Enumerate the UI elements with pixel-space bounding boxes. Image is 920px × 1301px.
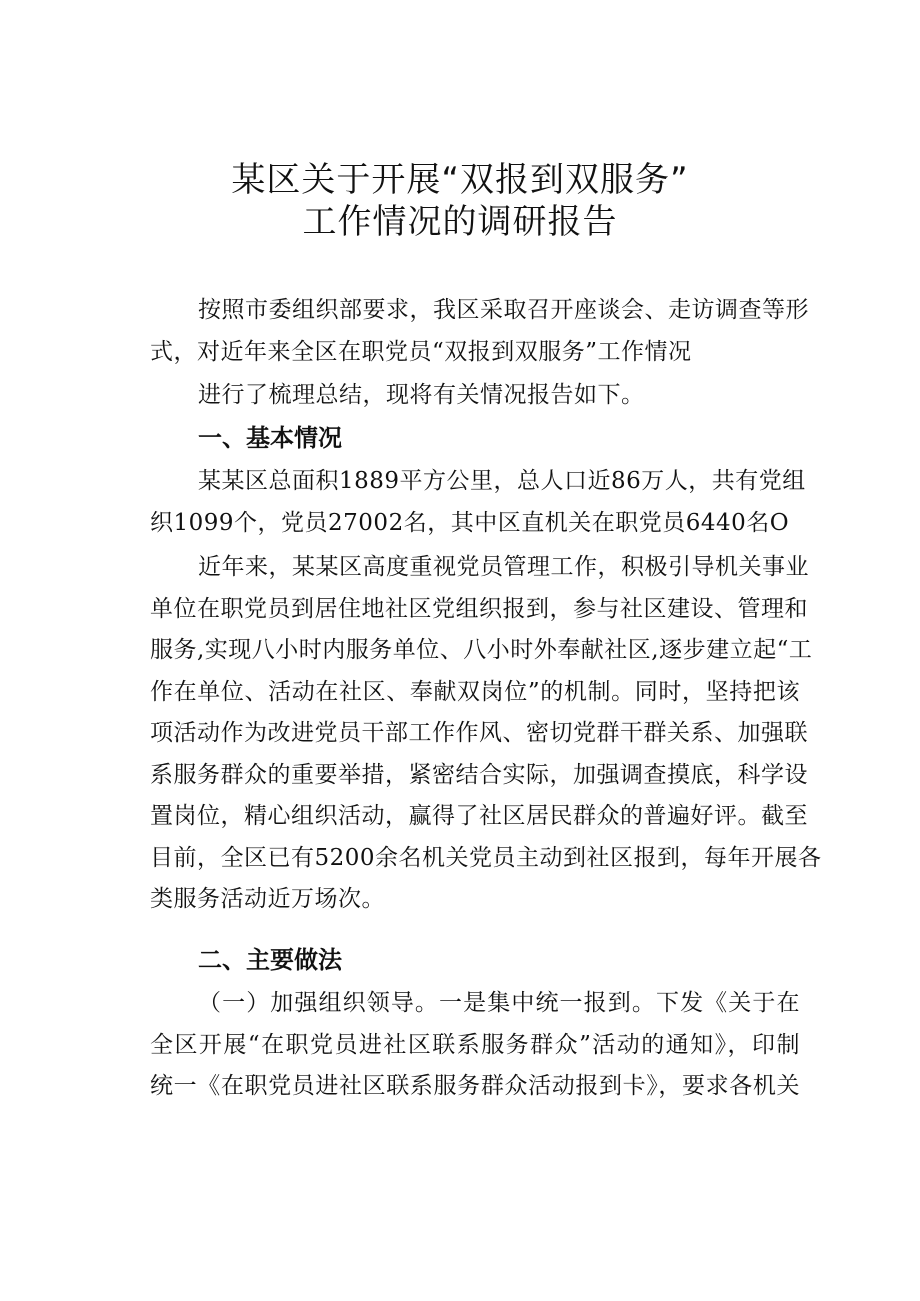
section-heading-basic-situation: 一、基本情况 — [198, 424, 342, 452]
paragraph-line: 服务,实现八小时内服务单位、八小时外奉献社区,逐步建立起“工 — [150, 637, 813, 663]
section-heading-main-practices: 二、主要做法 — [198, 946, 342, 974]
paragraph-line: 某某区总面积1889平方公里，总人口近86万人，共有党组 — [198, 468, 806, 494]
paragraph-line: 作在单位、活动在社区、奉献双岗位”的机制。同时，坚持把该 — [150, 678, 800, 705]
document-title-line2: 工作情况的调研报告 — [302, 202, 618, 242]
paragraph-line: 按照市委组织部要求，我区采取召开座谈会、走访调查等形 — [198, 297, 809, 323]
section1-paragraph1 — [150, 461, 806, 544]
paragraph-line: 进行了梳理总结，现将有关情况报告如下。 — [198, 382, 645, 408]
paragraph-line: 近年来，某某区高度重视党员管理工作，积极引导机关事业 — [198, 554, 809, 580]
paragraph-line: 类服务活动近万场次。 — [150, 886, 385, 912]
paragraph-line: 置岗位，精心组织活动，赢得了社区居民群众的普遍好评。截至 — [150, 803, 808, 829]
paragraph-line: 单位在职党员到居住地社区党组织报到，参与社区建设、管理和 — [150, 595, 808, 622]
paragraph-line: 统一《在职党员进社区联系服务群众活动报到卡》，要求各机关 — [150, 1073, 800, 1099]
section1-paragraph2 — [150, 547, 822, 921]
paragraph-line: 目前，全区已有5200余名机关党员主动到社区报到，每年开展各 — [150, 844, 822, 871]
paragraph-line: 织1099个，党员27002名，其中区直机关在职党员6440名O — [150, 509, 790, 536]
intro-paragraph — [150, 290, 809, 373]
paragraph-line: 式，对近年来全区在职党员“双报到双服务”工作情况 — [150, 338, 692, 365]
paragraph-line: 项活动作为改进党员干部工作作风、密切党群干群关系、加强联 — [150, 720, 808, 746]
paragraph-line: 全区开展“在职党员进社区联系服务群众”活动的通知》，印制 — [150, 1031, 800, 1058]
section2-paragraph1 — [150, 983, 800, 1108]
paragraph-line: （一）加强组织领导。一是集中统一报到。下发《关于在 — [198, 990, 800, 1016]
paragraph-line: 系服务群众的重要举措，紧密结合实际，加强调查摸底，科学设 — [150, 761, 808, 788]
intro-paragraph-continued — [150, 375, 800, 417]
document-title-line1: 某区关于开展“双报到双服务” — [231, 160, 689, 200]
